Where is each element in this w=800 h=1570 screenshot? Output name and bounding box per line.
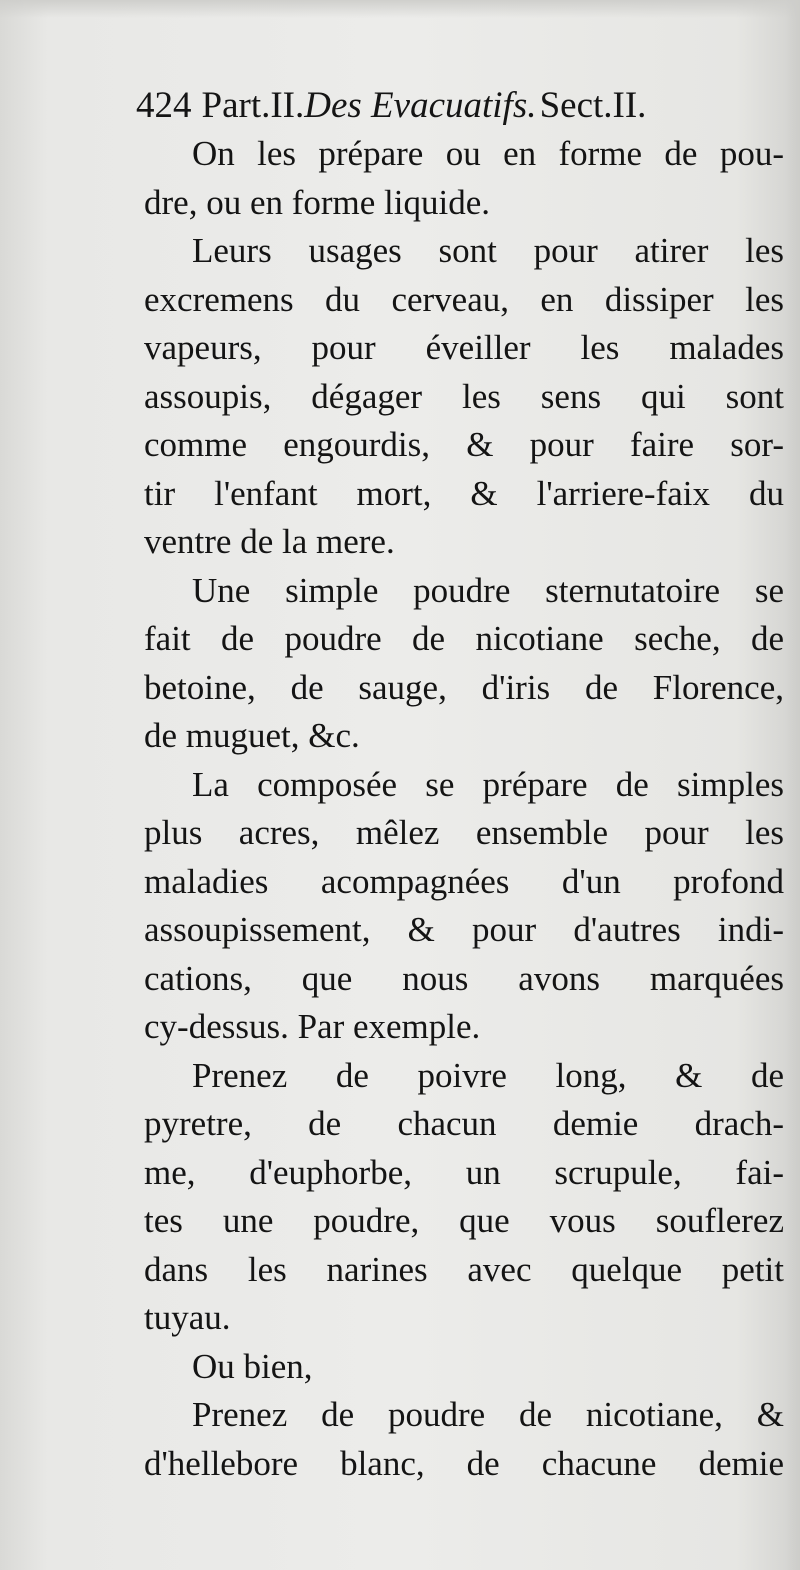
page-number: 424 [136,85,192,126]
text-line: d'hellebore blanc, de chacune demie [144,1443,784,1483]
text-line: tes une poudre, que vous souflerez [144,1201,784,1240]
page-edge-shadow-top [0,0,800,18]
chapter-title: Des Evacuatifs. [304,85,537,126]
text-line: assoupissement, & pour d'autres indi- [144,910,784,949]
text-line: me, d'euphorbe, un scrupule, fai- [144,1152,784,1192]
section-label: Sect.II. [539,85,647,126]
text-line: tuyau. [144,1298,231,1337]
text-line: plus acres, mêlez ensemble pour les [144,813,784,852]
text-line: vapeurs, pour éveiller les malades [144,328,784,367]
text-line: cations, que nous avons marquées [144,958,784,998]
text-line: comme engourdis, & pour faire sor- [144,425,784,464]
body-text [144,130,784,1488]
text-line: Une simple poudre sternutatoire se [192,570,784,610]
text-line: excremens du cerveau, en dissiper les [144,279,784,319]
text-line: La composée se prépare de simples [192,764,784,804]
text-line: maladies acompagnées d'un profond [144,861,784,901]
text-line: cy-dessus. Par exemple. [144,1007,481,1046]
text-line: de muguet, &c. [144,716,360,755]
text-line: assoupis, dégager les sens qui sont [144,376,784,416]
text-line: Leurs usages sont pour atirer les [192,231,784,270]
running-head [136,80,766,132]
text-line: Ou bien, [192,1346,313,1386]
text-line: pyretre, de chacun demie drach- [144,1104,784,1143]
text-line: tir l'enfant mort, & l'arriere-faix du [144,473,784,513]
text-line: Prenez de poivre long, & de [192,1055,784,1095]
text-line: betoine, de sauge, d'iris de Florence, [144,667,784,707]
part-label: Part.II. [201,85,305,126]
text-line: dre, ou en forme liquide. [144,182,491,222]
text-line: dans les narines avec quelque petit [144,1249,784,1289]
text-line: On les prépare ou en forme de pou- [192,134,784,173]
text-line: Prenez de poudre de nicotiane, & [192,1395,784,1434]
text-line: fait de poudre de nicotiane seche, de [144,619,784,658]
page-edge-shadow-right [786,0,800,1570]
text-line: ventre de la mere. [144,522,395,561]
